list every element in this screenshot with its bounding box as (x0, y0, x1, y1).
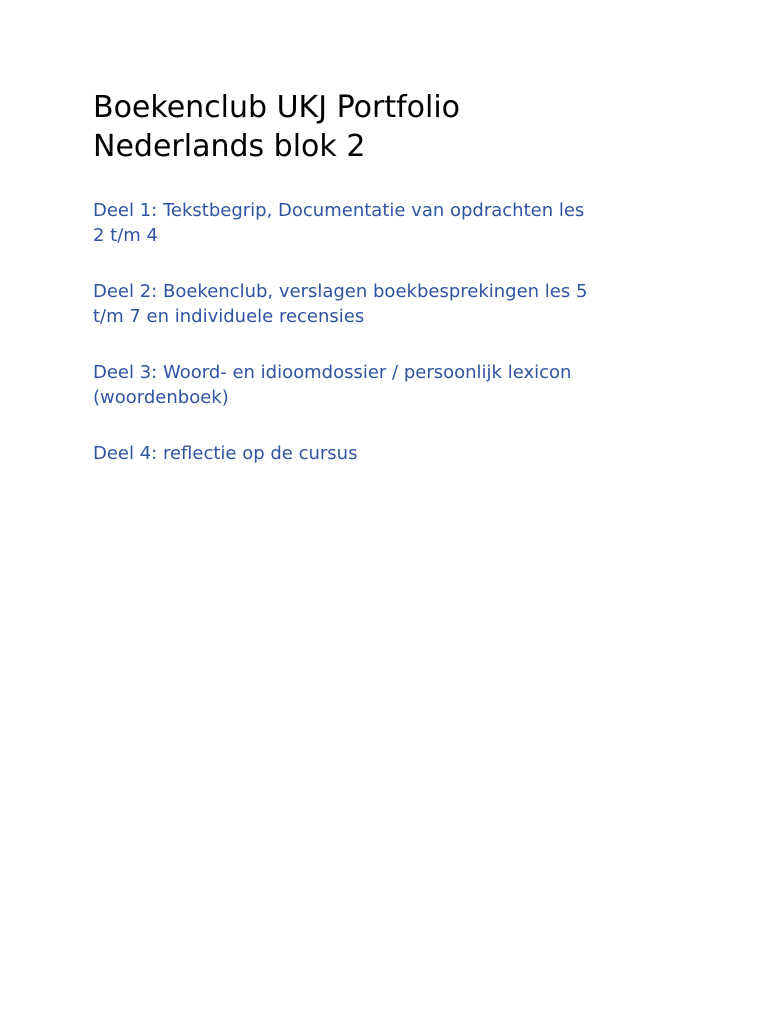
section-deel-3 (93, 361, 683, 410)
section-list (93, 199, 683, 467)
section-deel-2 (93, 280, 683, 329)
section-deel-4 (93, 442, 683, 467)
document-page (93, 88, 683, 499)
section-deel-2-line-2: t/m 7 en individuele recensies (93, 305, 365, 327)
title-line-2: Nederlands blok 2 (93, 129, 366, 164)
title-line-1: Boekenclub UKJ Portfolio (93, 90, 461, 125)
section-deel-3-line-1: Deel 3: Woord- en idioomdossier / persoonlijk lexicon (93, 362, 572, 383)
section-deel-1 (93, 199, 683, 248)
section-deel-1-line-1: Deel 1: Tekstbegrip, Documentatie van opdrachten les (93, 200, 585, 221)
section-deel-2-line-1: Deel 2: Boekenclub, verslagen boekbesprekingen les 5 (93, 281, 588, 302)
section-deel-4-line-1: Deel 4: reflectie op de cursus (93, 443, 358, 464)
document-title (93, 88, 683, 166)
section-deel-1-line-2: 2 t/m 4 (93, 224, 159, 246)
section-deel-3-line-2: (woordenboek) (93, 386, 229, 408)
